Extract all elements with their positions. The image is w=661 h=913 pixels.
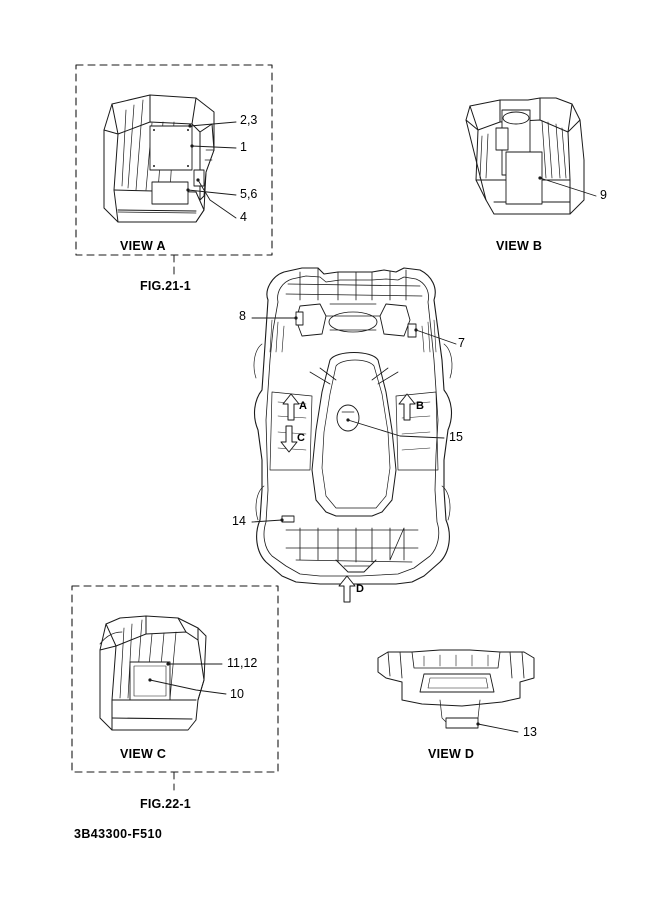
callout-4: 4 bbox=[240, 210, 247, 224]
callout-13: 13 bbox=[523, 725, 537, 739]
callout-11-12: 11,12 bbox=[227, 656, 258, 670]
view-arrow-a-letter: A bbox=[299, 400, 307, 412]
part-number: 3B43300-F510 bbox=[74, 827, 163, 841]
callout-5-6: 5,6 bbox=[240, 187, 258, 201]
view-arrow-d-letter: D bbox=[356, 583, 364, 595]
fig-21-1-label: FIG.21-1 bbox=[140, 279, 191, 293]
fig-22-1-label: FIG.22-1 bbox=[140, 797, 191, 811]
view-a-label: VIEW A bbox=[120, 239, 166, 253]
callout-8: 8 bbox=[239, 309, 246, 323]
view-b-label: VIEW B bbox=[496, 239, 543, 253]
view-arrow-b-letter: B bbox=[416, 400, 424, 412]
callout-7: 7 bbox=[458, 336, 465, 350]
callout-15: 15 bbox=[449, 430, 463, 444]
view-c-label: VIEW C bbox=[120, 747, 167, 761]
callout-10: 10 bbox=[230, 687, 244, 701]
callout-1: 1 bbox=[240, 140, 247, 154]
callout-2-3: 2,3 bbox=[240, 113, 258, 127]
view-d-label: VIEW D bbox=[428, 747, 475, 761]
view-arrow-c-letter: C bbox=[297, 432, 305, 444]
callout-14: 14 bbox=[232, 514, 246, 528]
callout-9: 9 bbox=[600, 188, 607, 202]
